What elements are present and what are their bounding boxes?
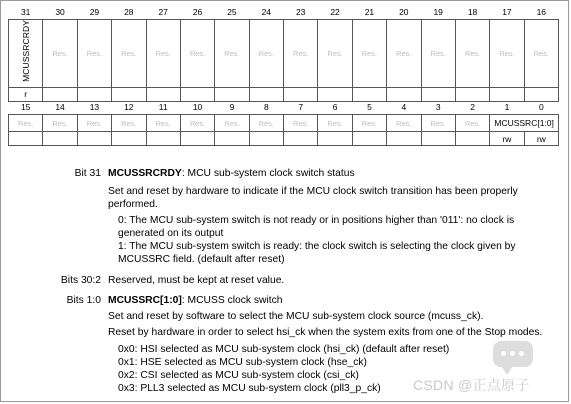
field-row-lower <box>9 115 559 132</box>
reserved-field: Res. <box>249 115 283 132</box>
reserved-field: Res. <box>524 20 558 88</box>
reserved-field: Res. <box>180 20 214 88</box>
field-mcussrc: MCUSSRC[1:0] <box>490 115 559 132</box>
bit-number: 10 <box>192 101 203 112</box>
reserved-field: Res. <box>421 20 455 88</box>
bit-number: 16 <box>536 6 547 17</box>
bit31-title-text: : MCU sub-system clock switch status <box>181 168 355 179</box>
bit-number: 18 <box>467 6 478 17</box>
field-mcussrcrdy: MCUSSRCRDY <box>9 20 43 88</box>
reserved-field: Res. <box>77 20 111 88</box>
bit31-value-1: 1: The MCU sub-system switch is ready: the clock switch is selecting the clock given by <box>118 241 516 252</box>
reserved-field: Res. <box>249 20 283 88</box>
bit-number: 0 <box>538 101 544 112</box>
bit31-desc-line: performed. <box>108 199 158 210</box>
bit-number: 8 <box>263 101 269 112</box>
reserved-field: Res. <box>112 20 146 88</box>
reserved-field: Res. <box>112 115 146 132</box>
reserved-field: Res. <box>146 115 180 132</box>
bit-number: 7 <box>298 101 304 112</box>
bit31-value-0-cont: generated on its output <box>118 228 224 239</box>
bit31-value-0: 0: The MCU sub-system switch is not ready or in positions higher than '011': no clock is <box>118 215 515 226</box>
bit-number: 9 <box>229 101 235 112</box>
bits1-0-option: 0x0: HSI selected as MCU sub-system clock (hsi_ck) (default after reset) <box>118 344 450 355</box>
bit-number: 29 <box>89 6 100 17</box>
reserved-field: Res. <box>352 20 386 88</box>
reserved-field: Res. <box>215 115 249 132</box>
bits1-0-option: 0x3: PLL3 selected as MCU sub-system clock (pll3_p_ck) <box>118 383 381 394</box>
bit-number: 24 <box>261 6 272 17</box>
access-type: rw <box>490 132 524 146</box>
bit-number: 31 <box>20 6 31 17</box>
bit-number: 2 <box>470 101 475 112</box>
bit-number: 12 <box>124 101 134 112</box>
reserved-field: Res. <box>284 115 318 132</box>
reserved-field: Res. <box>352 115 386 132</box>
reserved-field: Res. <box>455 20 489 88</box>
bits1-0-title <box>108 294 283 307</box>
bit-number: 5 <box>367 101 372 112</box>
reserved-field: Res. <box>77 115 111 132</box>
bit-number: 4 <box>401 101 407 112</box>
bit-number: 1 <box>504 101 510 112</box>
bit-number: 19 <box>433 6 443 17</box>
bit31-title <box>108 167 355 180</box>
chat-bubble-icon <box>493 341 533 367</box>
watermark-text: CSDN @正点原子 <box>413 377 530 393</box>
access-row-lower <box>9 132 559 146</box>
bit-number: 14 <box>55 101 65 112</box>
bits1-0-label: Bits 1:0 <box>66 295 101 306</box>
bit-number: 26 <box>192 6 203 17</box>
bits1-0-field-name: MCUSSRC[1:0] <box>108 295 182 306</box>
bits1-0-option: 0x1: HSE selected as MCU sub-system clock (hse_ck) <box>118 357 367 368</box>
reserved-field: Res. <box>9 115 43 132</box>
bit31-label: Bit 31 <box>74 168 101 179</box>
bit31-desc-line: Set and reset by hardware to indicate if the MCU clock switch transition has been properly <box>108 186 518 197</box>
bit-number: 20 <box>399 6 409 17</box>
reserved-field: Res. <box>284 20 318 88</box>
reserved-field: Res. <box>215 20 249 88</box>
bit31-value-1-cont: MCUSSRC field. (default after reset) <box>118 254 285 265</box>
field-row-upper <box>9 20 559 88</box>
bit-number-row-lower <box>9 99 559 115</box>
bit-number: 25 <box>227 6 237 17</box>
reserved-field: Res. <box>421 115 455 132</box>
reserved-field: Res. <box>43 115 77 132</box>
register-upper-half <box>8 4 559 102</box>
bit31-field-name: MCUSSRCRDY <box>108 168 182 179</box>
access-type: rw <box>524 132 558 146</box>
register-lower-half <box>8 99 559 146</box>
bit-number: 6 <box>332 101 338 112</box>
bit-number-row-upper <box>9 4 559 20</box>
reserved-field: Res. <box>387 115 421 132</box>
bit-number: 17 <box>502 6 512 17</box>
bit-number: 21 <box>364 6 375 17</box>
bits1-0-desc-line: Set and reset by software to select the MCU sub-system clock source (mcuss_ck). <box>108 311 484 322</box>
bits1-0-desc-line: Reset by hardware in order to select hsi_ck when the system exits from one of the Stop modes. <box>108 327 543 338</box>
bit-number: 11 <box>158 101 168 112</box>
bit-number: 22 <box>330 6 340 17</box>
bit-number: 3 <box>435 101 441 112</box>
bit-number: 23 <box>295 6 306 17</box>
reserved-field: Res. <box>180 115 214 132</box>
bit-number: 15 <box>20 101 31 112</box>
bit-number: 13 <box>89 101 100 112</box>
bits30-2-label: Bits 30:2 <box>60 275 101 286</box>
reserved-field: Res. <box>318 115 352 132</box>
bits1-0-title-text: : MCUSS clock switch <box>181 295 283 306</box>
reserved-field: Res. <box>490 20 524 88</box>
bit-number: 27 <box>158 6 168 17</box>
reserved-field: Res. <box>43 20 77 88</box>
bits30-2-text: Reserved, must be kept at reset value. <box>108 275 285 286</box>
bit-number: 28 <box>124 6 134 17</box>
bits1-0-option: 0x2: CSI selected as MCU sub-system clock (csi_ck) <box>118 370 359 381</box>
reserved-field: Res. <box>455 115 489 132</box>
reserved-field: Res. <box>318 20 352 88</box>
bit-number: 30 <box>55 6 65 17</box>
reserved-field: Res. <box>387 20 421 88</box>
reserved-field: Res. <box>146 20 180 88</box>
access-type: r <box>9 87 43 101</box>
